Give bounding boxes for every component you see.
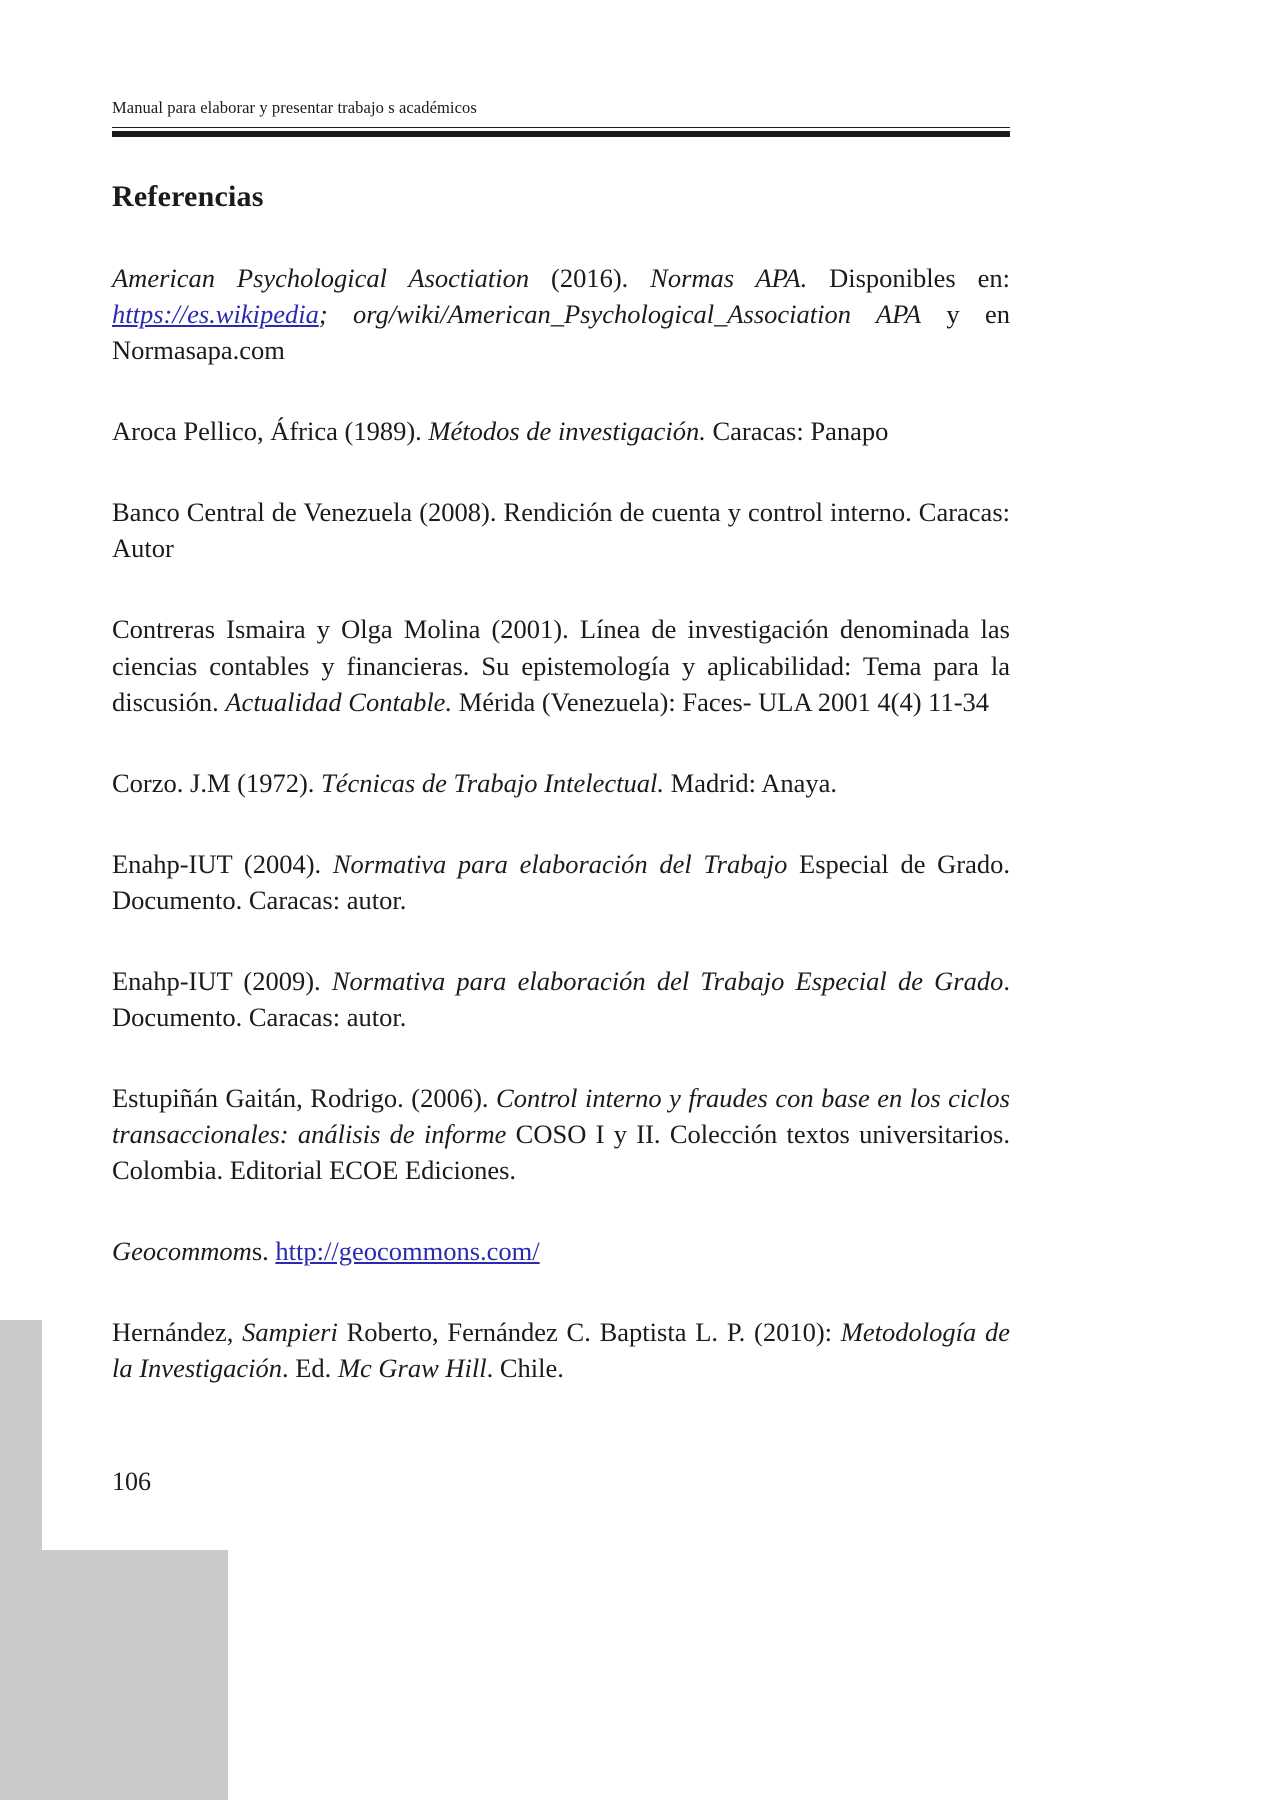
reference-list	[112, 260, 1010, 1386]
reference-title-italic: Normativa para elaboración del Trabajo Especial de Grado	[331, 965, 1004, 996]
reference-hyperlink[interactable]: https://es.wikipedia	[112, 299, 319, 330]
reference-text: Estupiñán Gaitán, Rodrigo. (2006).	[112, 1082, 497, 1113]
reference-text: Roberto, Fernández C. Baptista L. P. (2010):	[337, 1316, 841, 1347]
reference-text: s.	[251, 1235, 276, 1266]
reference-text: . Chile.	[486, 1352, 564, 1383]
reference-title-italic: Mc Graw Hill	[337, 1352, 487, 1383]
reference-text: . Documento. Caracas: autor.	[112, 965, 1010, 1032]
reference-entry	[112, 846, 1010, 918]
reference-title-italic: Control interno y fraudes con base en los ciclos transaccionales: análisis de informe	[112, 1082, 1010, 1149]
running-header-text: Manual para elaborar y presentar trabajo s académicos	[112, 98, 477, 117]
reference-entry	[112, 413, 1010, 449]
reference-text: Disponibles en:	[807, 263, 1010, 294]
reference-entry	[112, 765, 1010, 801]
header-rule-thick	[112, 131, 1010, 137]
reference-text: Aroca Pellico, África (1989).	[112, 416, 429, 447]
reference-entry	[112, 494, 1010, 566]
reference-text: Madrid: Anaya.	[664, 767, 837, 798]
reference-text: COSO I y II. Colección textos universitarios. Colombia. Editorial ECOE Ediciones.	[112, 1118, 1010, 1185]
reference-title-italic: Técnicas de Trabajo Intelectual.	[321, 767, 665, 798]
reference-text: Hernández,	[112, 1316, 243, 1347]
reference-text: (2016).	[529, 263, 651, 294]
reference-entry	[112, 1080, 1010, 1188]
reference-text: Contreras Ismaira y Olga Molina (2001). Línea de investigación denominada las ciencias contables y financieras. Su epistemología y aplicabilidad: Tema para la discusión.	[112, 614, 1010, 717]
reference-entry	[112, 260, 1010, 368]
reference-entry	[112, 963, 1010, 1035]
reference-entry	[112, 1314, 1010, 1386]
reference-entry	[112, 611, 1010, 719]
page-title: Referencias	[112, 180, 264, 214]
reference-hyperlink[interactable]: http://geocommons.com/	[275, 1235, 540, 1266]
reference-entry	[112, 1233, 1010, 1269]
reference-text: y en Normasapa.com	[112, 299, 1010, 366]
reference-title-italic: Metodología de la Investigación	[112, 1316, 1011, 1383]
reference-title-italic: Normativa para elaboración del Trabajo	[332, 848, 788, 879]
reference-text: Especial de Grado. Documento. Caracas: autor.	[112, 848, 1010, 915]
reference-title-italic: ; org/wiki/American_Psychological_Association APA	[318, 299, 922, 330]
reference-title-italic: Actualidad Contable.	[225, 686, 453, 717]
page-number: 106	[112, 1466, 151, 1496]
reference-title-italic: Geocommom	[112, 1235, 252, 1266]
page-header	[112, 0, 1010, 137]
reference-text: Enahp-IUT (2009).	[112, 965, 332, 996]
reference-title-italic: Métodos de investigación.	[428, 416, 706, 447]
reference-text: Enahp-IUT (2004).	[112, 848, 333, 879]
reference-text: . Ed.	[282, 1352, 338, 1383]
reference-text: Corzo. J.M (1972).	[112, 767, 322, 798]
reference-text: Mérida (Venezuela): Faces- ULA 2001 4(4) 11-34	[452, 686, 990, 717]
reference-title-italic: Normas APA.	[650, 263, 808, 294]
page-content	[112, 0, 1010, 1497]
reference-title-italic: American Psychological Asoctiation	[112, 263, 530, 294]
reference-text: Banco Central de Venezuela (2008). Rendición de cuenta y control interno. Caracas: Autor	[112, 497, 1010, 564]
reference-text: Caracas: Panapo	[705, 416, 889, 447]
reference-title-italic: Sampieri	[242, 1316, 338, 1347]
header-rule	[112, 127, 1010, 138]
